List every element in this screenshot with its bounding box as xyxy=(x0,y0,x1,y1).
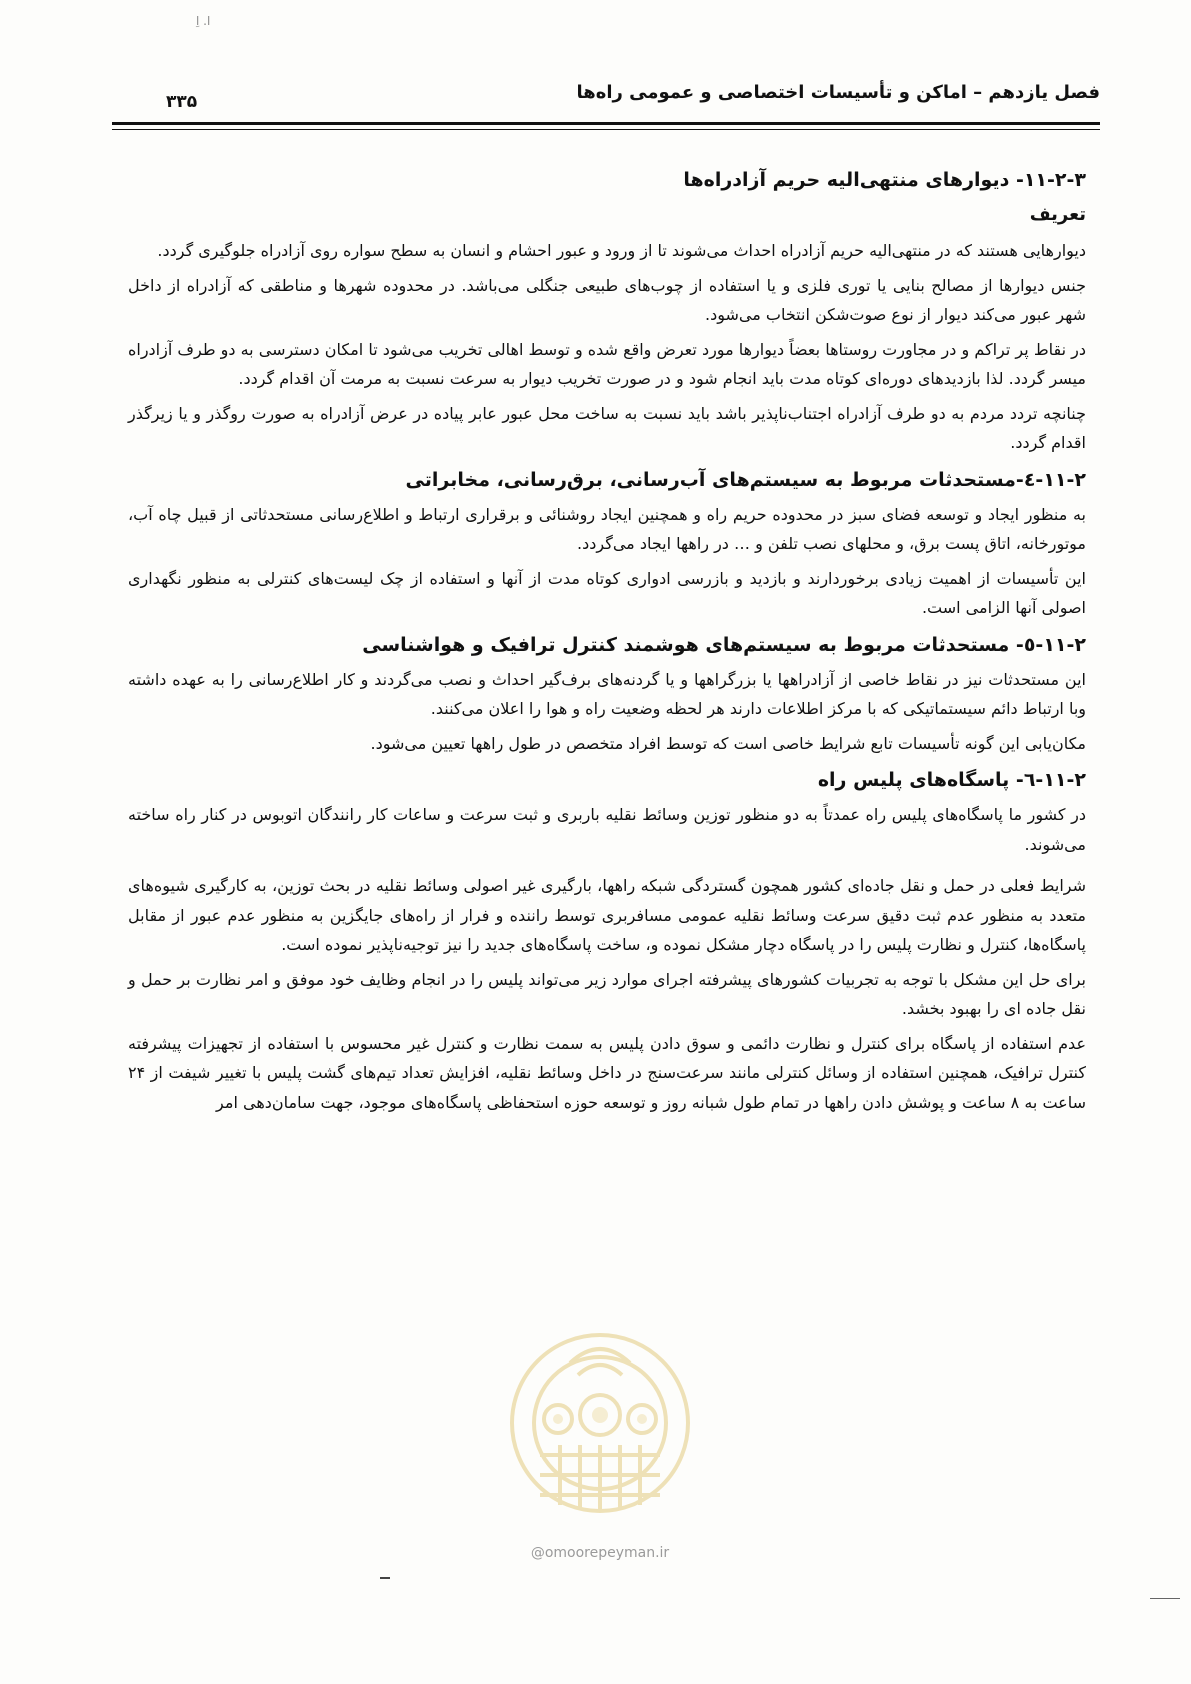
header-rule-thin xyxy=(112,129,1100,130)
page-number: ۳۳۵ xyxy=(166,92,198,112)
scan-mark: ﺍ. ‌اِ xyxy=(196,14,211,28)
paragraph: برای حل این مشکل با توجه به تجربیات کشورهای پیشرفته اجرای موارد زیر می‌تواند پلیس را در انجام وظایف خود موفق و امر نظارت بر حمل و نقل جاده ای را بهبود بخشد. xyxy=(128,969,1086,1018)
paragraph: عدم استفاده از پاسگاه برای کنترل و نظارت دائمی و سوق دادن پلیس به سمت نظارت و کنترل غیر محسوس با استفاده از تجهیزات پیشرفته کنترل ترافیک، همچنین استفاده از وسائل کنترلی مانند سرعت‌سنج در داخل وسائط نقلیه، افزایش تعداد تیم‌های گشت پلیس با تغییر شیفت از ۲۴ ساعت به ۸ ساعت و پوشش دادن راهها در تمام طول شبانه روز و توسعه حوزه استحفاظی پاسگاه‌های موجود، جهت سامان‌دهی امر xyxy=(128,1033,1086,1112)
section-heading: ۱۱-۲-٥- مستحدثات مربوط به سیستم‌های هوشمند کنترل ترافیک و هواشناسی xyxy=(362,633,1086,656)
page-header xyxy=(112,78,1100,130)
paragraph: مکان‌یابی این گونه تأسیسات تابع شرایط خاصی است که توسط افراد متخصص در طول راهها تعیین می‌شود. xyxy=(370,733,1086,753)
section-heading: ۱۱-۲-۳- دیوارهای منتهی‌الیه حریم آزادراه‌ها xyxy=(683,169,1086,191)
section-heading: ۱۱-۲-٦- پاسگاه‌های پلیس راه xyxy=(817,769,1086,791)
watermark-seal-icon xyxy=(480,1315,720,1525)
paragraph: این مستحدثات نیز در نقاط خاصی از آزادراهها یا بزرگراهها و یا گردنه‌های برف‌گیر احداث و نصب می‌گردند و کار اطلاع‌رسانی را به عهده داشته وبا ارتباط دائم سیستماتیکی که با مرکز اطلاعات دارند هر لحظه وضعیت راه و هوا را اعلان می‌کنند. xyxy=(128,669,1086,718)
chapter-title: فصل یازدهم – اماکن و تأسیسات اختصاصی و عمومی راه‌ها xyxy=(576,82,1100,103)
watermark-url: @omoorepeyman.ir xyxy=(530,1545,670,1561)
paragraph: به منظور ایجاد و توسعه فضای سبز در محدوده حریم راه و همچنین ایجاد روشنائی و برقراری ارتباط و اطلاع‌رسانی مستحدثاتی از قبیل چاه آب، موتورخانه، اتاق پست برق، و محلهای نصب تلفن و … در راهها ایجاد می‌گردد. xyxy=(128,504,1086,553)
document-body xyxy=(128,158,1086,1122)
paragraph: در کشور ما پاسگاه‌های پلیس راه عمدتاً به دو منظور توزین وسائط نقلیه باربری و ثبت سرعت و ساعات کار رانندگان اتوبوس در کنار راه ساخته می‌شوند. xyxy=(128,805,1086,854)
paragraph: این تأسیسات از اهمیت زیادی برخوردارند و بازدید و بازرسی ادواری کوتاه مدت از آنها و استفاده از چک لیست‌های کنترلی به منظور نگهداری اصولی آنها الزامی است. xyxy=(128,568,1086,617)
paragraph: در نقاط پر تراکم و در مجاورت روستاها بعضاً دیوارها مورد تعرض واقع شده و توسط اهالی تخریب می‌شود تا امکان دسترسی به دو طرف آزادراه میسر گردد. لذا بازدیدهای دوره‌ای کوتاه مدت باید انجام شود و در صورت تخریب دیوار به سرعت نسبت به مرمت آن اقدام گردد. xyxy=(128,339,1086,388)
paragraph: چنانچه تردد مردم به دو طرف آزادراه اجتناب‌ناپذیر باشد باید نسبت به ساخت محل عبور عابر پیاده در عرض آزادراه به صورت روگذر و یا زیرگذر اقدام گردد. xyxy=(128,403,1086,452)
header-rule xyxy=(112,122,1100,125)
paragraph: دیوارهایی هستند که در منتهی‌الیه حریم آزادراه احداث می‌شوند تا از ورود و عبور احشام و انسان به سطح سواره روی آزادراه جلوگیری گردد. xyxy=(157,241,1086,260)
paragraph: جنس دیوارها از مصالح بنایی یا توری فلزی و یا استفاده از چوب‌های طبیعی جنگلی می‌باشد. در محدوده شهرها و مناطقی که آزادراه از داخل شهر عبور می‌کند دیوار از نوع صوت‌شکن انتخاب می‌شود. xyxy=(128,275,1086,324)
scan-artifact xyxy=(380,1577,390,1579)
margin-mark xyxy=(1150,1598,1180,1599)
paragraph: شرایط فعلی در حمل و نقل جاده‌ای کشور همچون گستردگی شبکه راهها، بارگیری غیر اصولی وسائط نقلیه در بحث توزین، به کارگیری شیوه‌های متعدد به منظور عدم ثبت دقیق سرعت وسائط نقلیه عمومی مسافربری توسط راننده و فرار از راه‌های جایگزین به منظور عدم عبور از مقابل پاسگاه‌ها، کنترل و نظارت پلیس را در پاسگاه دچار مشکل نموده و، ساخت پاسگاه‌های جدید را نیز توجیه‌ناپذیر نموده است. xyxy=(128,876,1086,954)
section-heading: ۱۱-۲-٤-مستحدثات مربوط به سیستم‌های آب‌رسانی، برق‌رسانی، مخابراتی xyxy=(405,468,1086,491)
section-subheading: تعریف xyxy=(1029,204,1086,225)
